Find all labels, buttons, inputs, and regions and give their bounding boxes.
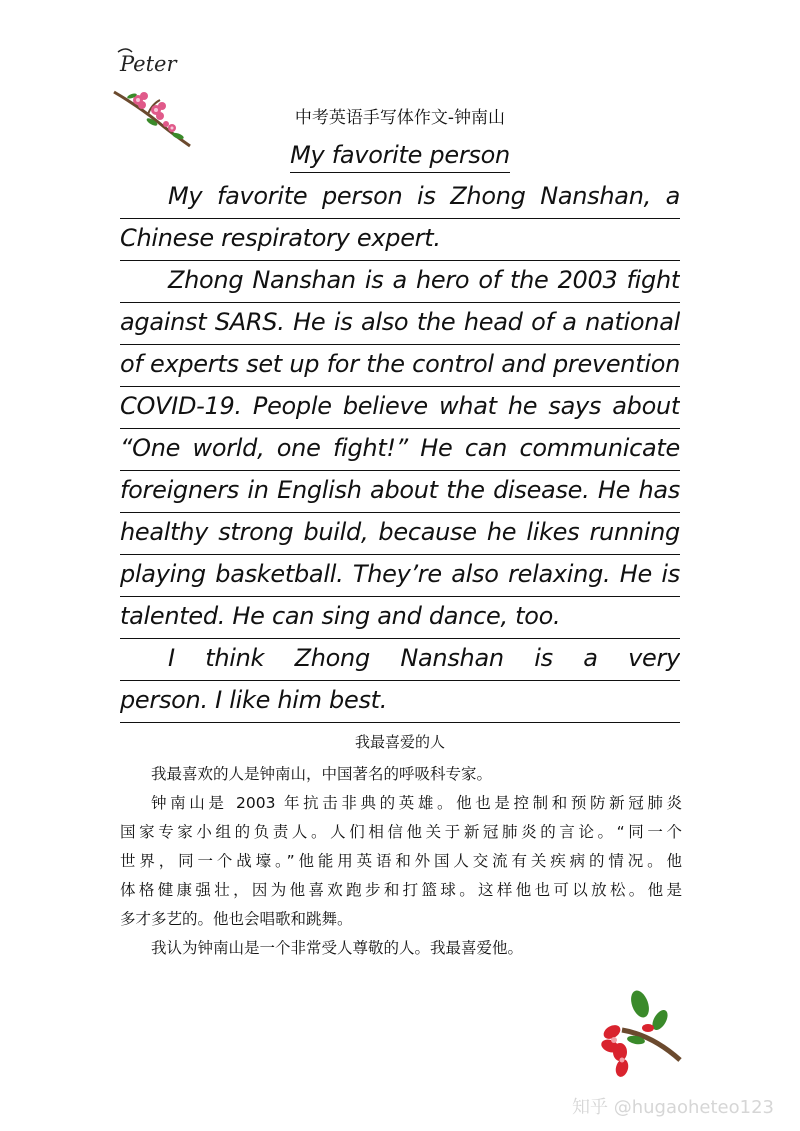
essay-heading: My favorite person [120,136,680,177]
watermark: 知乎 @hugaoheteo123 [572,1097,774,1118]
translation-line: 我最喜欢的人是钟南山，中国著名的呼吸科专家。 [151,765,493,783]
translation-line: 体格健康强壮，因为他喜欢跑步和打篮球。这样他也可以放松。他是 [120,881,682,899]
translation-line: 世界，同一个战壕。”他能用英语和外国人交流有关疾病的情况。他 [120,852,682,870]
translation-line: 我认为钟南山是一个非常受人尊敬的人。我最喜爱他。 [151,939,524,957]
document-title: 中考英语手写体作文-钟南山 [294,108,506,128]
essay-line: “One world, one fight!” He can communicate [120,429,680,471]
essay-line: against SARS. He is also the head of a national [120,303,680,345]
essay-line: COVID-19. People believe what he says about [120,387,680,429]
essay-line: I think Zhong Nanshan is a very [120,639,680,681]
chinese-translation-title: 我最喜爱的人 [354,733,445,751]
essay-line: Zhong Nanshan is a hero of the 2003 fight [120,261,680,303]
translation-line: 国家专家小组的负责人。人们相信他关于新冠肺炎的言论。“同一个 [120,823,682,841]
essay-line: talented. He can sing and dance, too. [120,597,680,639]
essay-line: person. I like him best. [120,681,680,723]
essay-line: of experts set up for the control and prevention [120,345,680,387]
essay-line: playing basketball. They’re also relaxing. He is [120,555,680,597]
translation-line: 钟南山是 2003 年抗击非典的英雄。他也是控制和预防新冠肺炎 [151,794,682,812]
red-flower-branch-icon [592,990,692,1085]
essay-line: healthy strong build, because he likes running [120,513,680,555]
essay-line: Chinese respiratory expert. [120,219,680,261]
essay-line: foreigners in English about the disease. He has [120,471,680,513]
english-handwriting-essay [120,136,680,723]
chinese-translation [120,760,682,963]
logo-text: Peter [120,52,177,76]
essay-line: My favorite person is Zhong Nanshan, a [120,177,680,219]
translation-line: 多才多艺的。他也会唱歌和跳舞。 [120,910,353,928]
